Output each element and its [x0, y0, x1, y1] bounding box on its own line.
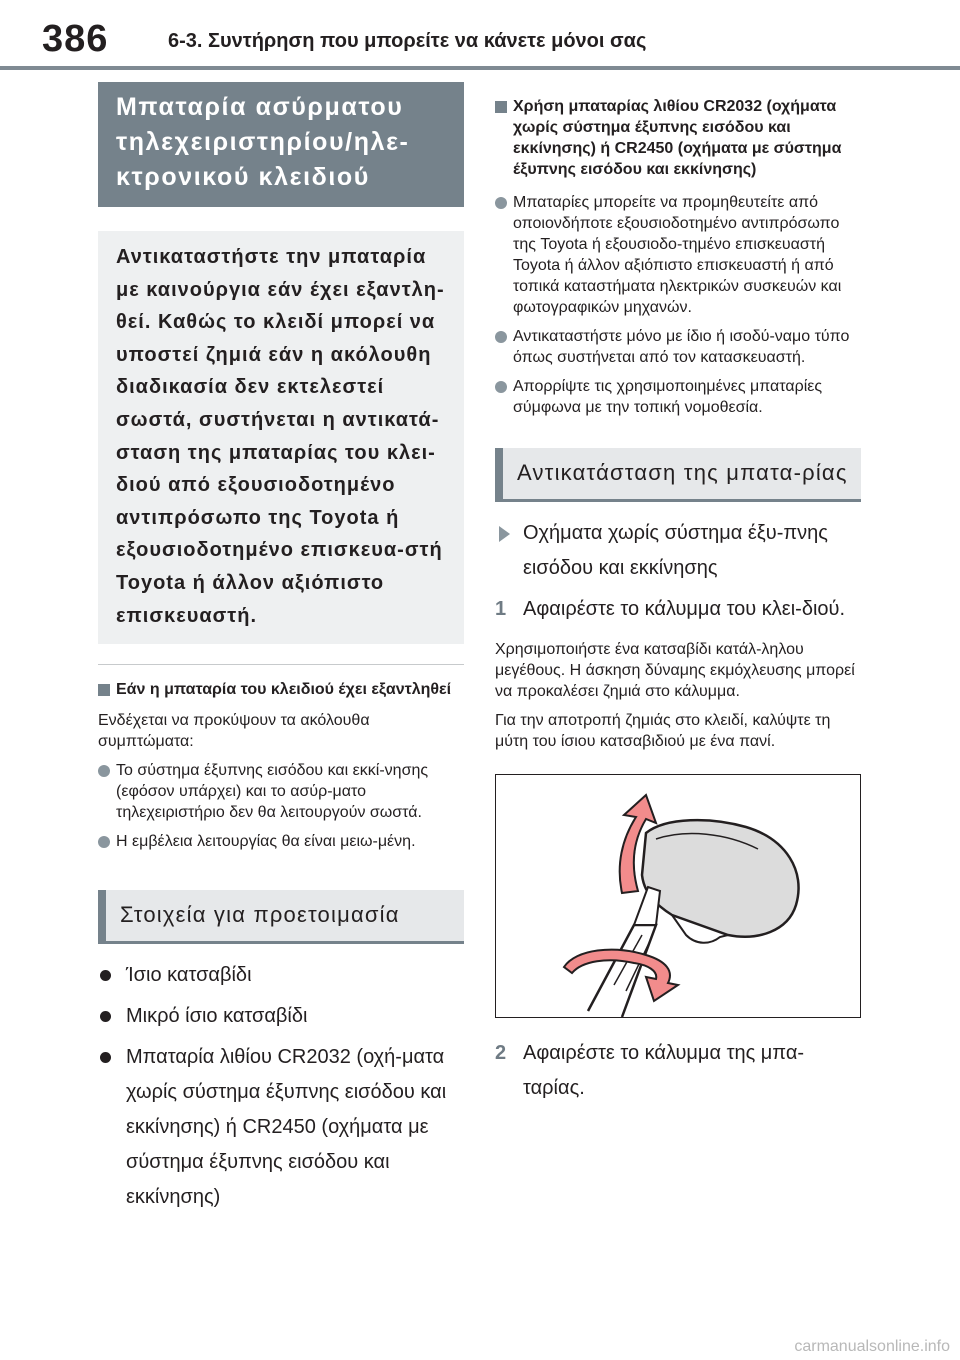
- bullet-icon: [100, 1052, 111, 1063]
- key-screwdriver-drawing: [496, 775, 860, 1017]
- lithium-heading: [495, 96, 861, 180]
- step-number: 1: [495, 598, 507, 620]
- prep-item: [98, 999, 464, 1034]
- lithium-note-text: Αντικαταστήστε μόνο με ίδιο ή ισοδύ-ναμο τύπο όπως συστήνεται από τον κατασκευαστή.: [513, 328, 850, 366]
- step1-note: Για την αποτροπή ζημιάς στο κλειδί, καλύψτε τη μύτη του ίσιου κατσαβιδιού με ένα πανί.: [495, 712, 831, 750]
- lithium-note-text: Απορρίψτε τις χρησιμοποιημένες μπαταρίες σύμφωνα με την τοπική νομοθεσία.: [513, 378, 823, 416]
- step-text: Αφαιρέστε το κάλυμμα του κλει-διού.: [523, 598, 846, 620]
- round-bullet-icon: [495, 381, 507, 393]
- section-title: 6-3. Συντήρηση που μπορείτε να κάνετε μόνοι σας: [168, 30, 647, 52]
- left-column: [98, 82, 464, 1221]
- prep-item-text: Μπαταρία λιθίου CR2032 (οχή-ματα χωρίς σύστημα έξυπνης εισόδου και εκκίνησης) ή CR2450 (οχήματα με σύστημα έξυπνης εισόδου και εκκίνησης): [126, 1046, 447, 1209]
- round-bullet-icon: [98, 836, 110, 848]
- right-column: [495, 96, 861, 1106]
- step-text: Αφαιρέστε το κάλυμμα της μπα-ταρίας.: [523, 1042, 805, 1099]
- prep-item-text: Μικρό ίσιο κατσαβίδι: [126, 1005, 308, 1028]
- notice-box: Αντικαταστήστε την μπαταρία με καινούργια εάν έχει εξαντλη-θεί. Καθώς το κλειδί μπορεί να υποστεί ζημιά εάν η ακόλουθη διαδικασία δεν εκτελεστεί σωστά, συστήνεται η αντικατά-σταση της μπαταρίας του κλει-διού από εξουσιοδοτημένο αντιπρόσωπο της Toyota ή εξουσιοδοτημένο επισκευα-στή Toyota ή άλλον αξιόπιστο επισκευαστή.: [98, 231, 464, 644]
- round-bullet-icon: [495, 331, 507, 343]
- bullet-icon: [100, 1011, 111, 1022]
- triangle-bullet-icon: [499, 526, 510, 542]
- prep-item-text: Ίσιο κατσαβίδι: [126, 964, 252, 987]
- symptom-text: Το σύστημα έξυπνης εισόδου και εκκί-νησης (εφόσον υπάρχει) και το ασύρ-ματο τηλεχειριστήριο δεν θα λειτουργούν σωστά.: [116, 762, 429, 822]
- vehicle-type: [495, 516, 861, 586]
- replace-heading: Αντικατάσταση της μπατα-ρίας: [495, 448, 861, 502]
- symptom-item: [98, 760, 464, 823]
- symptom-text: Η εμβέλεια λειτουργίας θα είναι μειω-μένη.: [116, 833, 416, 851]
- prep-list: [98, 958, 464, 1215]
- vehicle-type-text: Οχήματα χωρίς σύστημα έξυ-πνης εισόδου και εκκίνησης: [523, 522, 828, 579]
- depleted-intro: Ενδέχεται να προκύψουν τα ακόλουθα συμπτώματα:: [98, 712, 370, 751]
- round-bullet-icon: [495, 197, 507, 209]
- header-rule: [0, 66, 960, 70]
- lithium-note-text: Μπαταρίες μπορείτε να προμηθευτείτε από οποιονδήποτε εξουσιοδοτημένο αντιπρόσωπο της Toyota ή εξουσιοδο-τημένο επισκευαστή Toyota ή άλλον αξιόπιστο επισκευαστή ή από τοπικά καταστήματα ηλεκτρικών συσκευών και φωτογραφικών μηχανών.: [513, 194, 842, 316]
- step1-note: Χρησιμοποιήστε ένα κατσαβίδι κατάλ-ληλου μεγέθους. Η άσκηση δύναμης εκμόχλευσης μπορεί να προκαλέσει ζημιά στο κάλυμμα.: [495, 641, 855, 700]
- prep-heading: Στοιχεία για προετοιμασία: [98, 890, 464, 944]
- step-1: [495, 592, 861, 627]
- lithium-heading-text: Χρήση μπαταρίας λιθίου CR2032 (οχήματα χωρίς σύστημα έξυπνης εισόδου και εκκίνησης) ή CR2450 (οχήματα με σύστημα έξυπνης εισόδου και εκκίνησης): [513, 98, 842, 178]
- step-number: 2: [495, 1042, 507, 1064]
- bullet-icon: [100, 970, 111, 981]
- key-cover-illustration: [495, 774, 861, 1018]
- lithium-note: [495, 192, 861, 318]
- depleted-heading: [98, 679, 464, 700]
- square-bullet-icon: [98, 684, 110, 696]
- topic-title: Μπαταρία ασύρματου τηλεχειριστηρίου/ηλε-κτρονικού κλειδιού: [98, 82, 464, 207]
- page-number: 386: [42, 18, 109, 60]
- depleted-heading-text: Εάν η μπαταρία του κλειδιού έχει εξαντληθεί: [116, 681, 452, 699]
- watermark: carmanualsonline.info: [794, 1338, 950, 1355]
- square-bullet-icon: [495, 101, 507, 113]
- lithium-note: [495, 376, 861, 418]
- prep-item: [98, 958, 464, 993]
- round-bullet-icon: [98, 765, 110, 777]
- lithium-note: [495, 326, 861, 368]
- prep-item: [98, 1040, 464, 1215]
- step-2: [495, 1036, 861, 1106]
- symptom-item: [98, 831, 464, 852]
- divider: [98, 664, 464, 665]
